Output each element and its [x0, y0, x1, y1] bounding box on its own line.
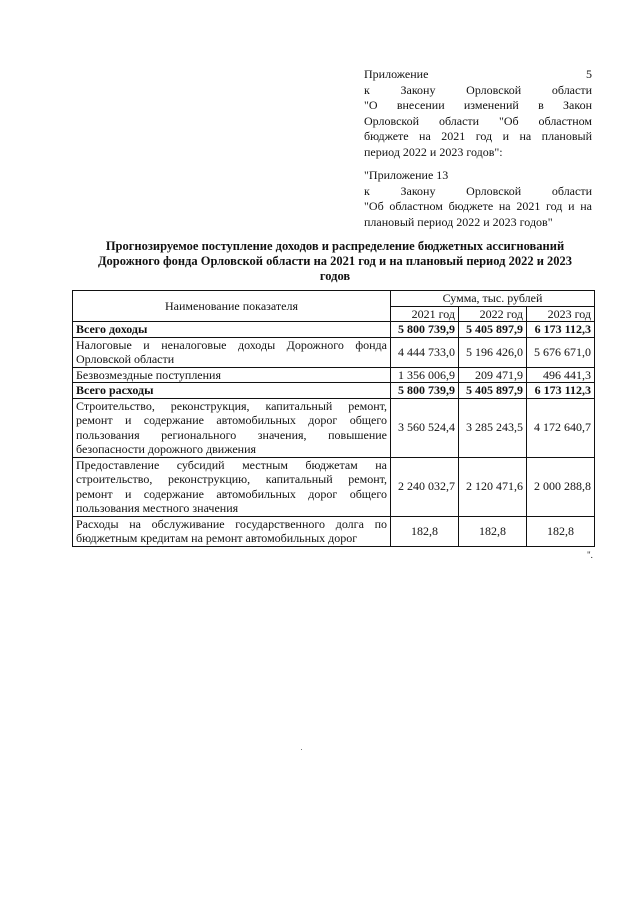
row-name-cell: Расходы на обслуживание государственного долга по бюджетным кредитам на ремонт автомобильных дорог [73, 516, 391, 546]
value-2021-cell: 4 444 733,0 [391, 337, 459, 367]
annex-5-line: период 2022 и 2023 годов": [364, 144, 503, 159]
value-2023-cell: 496 441,3 [527, 367, 595, 383]
value-2021-cell: 2 240 032,7 [391, 457, 459, 516]
value-2023-cell: 2 000 288,8 [527, 457, 595, 516]
header-year-2021: 2021 год [391, 306, 459, 322]
document-title [70, 239, 600, 284]
annex-5-line: Приложение 5 [364, 67, 592, 81]
annex-13-line: к Закону Орловской области [364, 183, 592, 198]
table-row [73, 457, 595, 516]
row-name-cell: Безвозмездные поступления [73, 367, 391, 383]
value-2023-cell: 4 172 640,7 [527, 398, 595, 457]
title-line: годов [319, 269, 351, 283]
value-2022-cell: 182,8 [459, 516, 527, 546]
value-2023-cell: 182,8 [527, 516, 595, 546]
annex-13-line: плановый период 2022 и 2023 годов" [364, 214, 553, 229]
value-2021-cell: 5 800 739,9 [391, 383, 459, 399]
scan-speck [301, 749, 302, 750]
title-line: Дорожного фонда Орловской области на 2021 год и на плановый период 2022 и 2023 [97, 254, 573, 268]
value-2021-cell: 1 356 006,9 [391, 367, 459, 383]
value-2021-cell: 5 800 739,9 [391, 322, 459, 338]
table-row [73, 322, 595, 338]
annex-5-header [364, 67, 592, 160]
row-name-cell: Всего доходы [73, 322, 391, 338]
row-name-cell: Налоговые и неналоговые доходы Дорожного фонда Орловской области [73, 337, 391, 367]
value-2022-cell: 5 196 426,0 [459, 337, 527, 367]
header-year-2023: 2023 год [527, 306, 595, 322]
annex-13-line: "Об областном бюджете на 2021 год и на [364, 199, 592, 213]
value-2021-cell: 3 560 524,4 [391, 398, 459, 457]
value-2021-cell: 182,8 [391, 516, 459, 546]
annex-5-line: "О внесении изменений в Закон [364, 98, 592, 112]
table-row [73, 383, 595, 399]
table-row [73, 367, 595, 383]
value-2023-cell: 5 676 671,0 [527, 337, 595, 367]
table-header-row [73, 291, 595, 307]
value-2023-cell: 6 173 112,3 [527, 322, 595, 338]
row-name-cell: Предоставление субсидий местным бюджетам на строительство, реконструкцию, капитальный ремонт, ремонт и содержание автомобильных дорог общего пользования местного значения [73, 457, 391, 516]
annex-13-line: "Приложение 13 [364, 168, 449, 182]
value-2022-cell: 3 285 243,5 [459, 398, 527, 457]
header-name-cell: Наименование показателя [73, 291, 391, 322]
value-2022-cell: 5 405 897,9 [459, 322, 527, 338]
value-2023-cell: 6 173 112,3 [527, 383, 595, 399]
table-row [73, 516, 595, 546]
annex-5-line: к Закону Орловской области [364, 82, 592, 97]
value-2022-cell: 209 471,9 [459, 367, 527, 383]
annex-13-header [364, 168, 592, 230]
header-year-2022: 2022 год [459, 306, 527, 322]
closing-quote-mark: ". [587, 550, 593, 560]
value-2022-cell: 5 405 897,9 [459, 383, 527, 399]
header-sum-cell: Сумма, тыс. рублей [391, 291, 595, 307]
annex-5-line: бюджете на 2021 год и на плановый [364, 129, 592, 143]
annex-5-line: Орловской области "Об областном [364, 113, 592, 128]
table-row [73, 337, 595, 367]
value-2022-cell: 2 120 471,6 [459, 457, 527, 516]
title-line: Прогнозируемое поступление доходов и распределение бюджетных ассигнований [105, 239, 565, 253]
row-name-cell: Строительство, реконструкция, капитальный ремонт, ремонт и содержание автомобильных дорог общего пользования регионального значения, повышение безопасности дорожного движения [73, 398, 391, 457]
row-name-cell: Всего расходы [73, 383, 391, 399]
budget-table [72, 290, 595, 547]
table-row [73, 398, 595, 457]
